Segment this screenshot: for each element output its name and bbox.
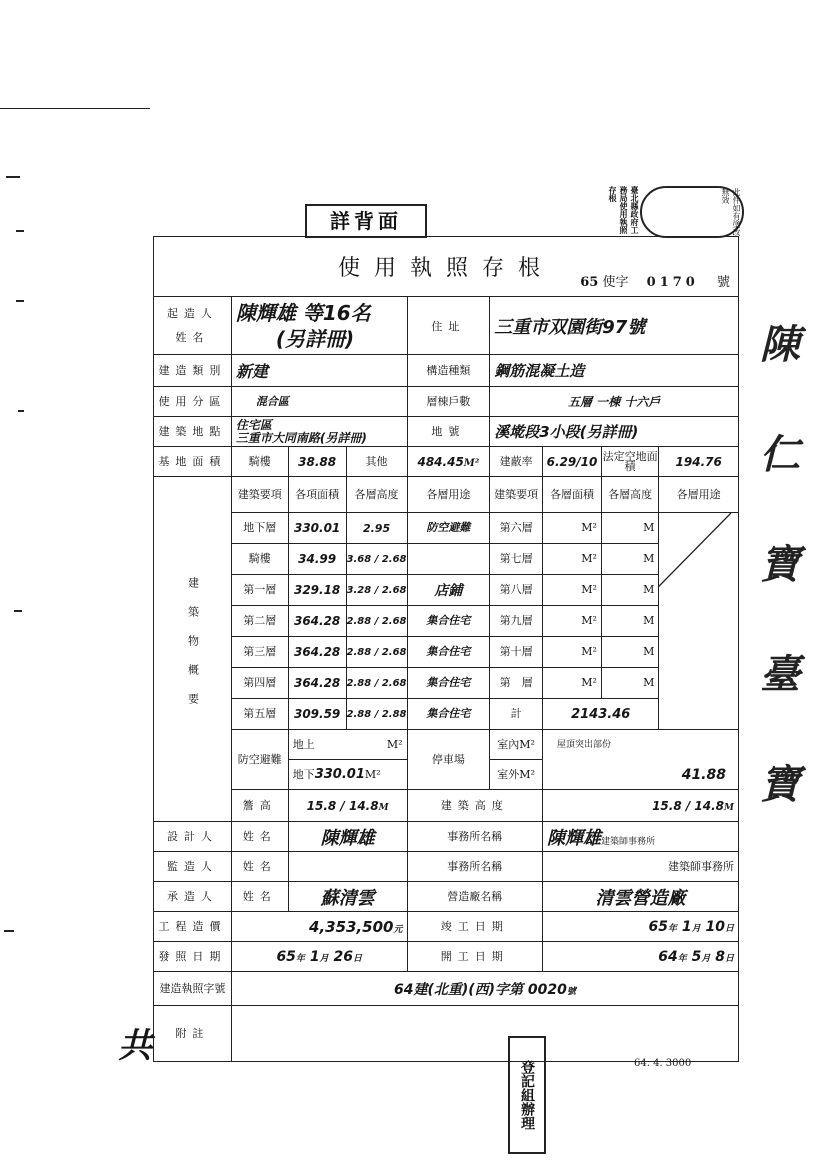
eave-height: 15.8 / 14.8	[306, 798, 379, 813]
start-year: 64	[658, 948, 678, 965]
unit-m2: M²	[543, 606, 602, 637]
floor-name-right: 第 層	[490, 668, 543, 699]
floors-count: 五層 一棟 十六戶	[490, 387, 739, 417]
label-site-area: 基地面積	[154, 447, 232, 477]
coverage-value: 6.29/10	[543, 447, 602, 477]
unit-day: 日	[352, 953, 362, 964]
completion-day: 10	[705, 918, 725, 935]
unit-m2: M²	[543, 637, 602, 668]
floor-use	[407, 544, 490, 575]
floor-height: 2.88 / 2.68	[346, 606, 407, 637]
floor-height: 2.95	[346, 513, 407, 544]
label-site: 建築地點	[154, 417, 232, 447]
number-prefix: 65	[580, 275, 599, 290]
right-fragment: 陳 仁 寶 臺 寶	[760, 322, 800, 808]
scan-mark	[18, 410, 24, 412]
col-height: 各層高度	[346, 477, 407, 513]
label-above: 地上	[292, 737, 315, 751]
floor-use: 集合住宅	[407, 699, 490, 730]
permit-year: 64	[393, 981, 414, 998]
floor-use: 集合住宅	[407, 606, 490, 637]
scan-mark	[14, 610, 22, 612]
label-office: 事務所名稱	[407, 822, 543, 852]
label-other: 其他	[346, 447, 407, 477]
floor-use: 集合住宅	[407, 637, 490, 668]
label-contractor: 承造人	[154, 882, 232, 912]
floor-name-right: 第六層	[490, 513, 543, 544]
form-title: 使用執照存根	[337, 256, 554, 281]
floor-name: 騎樓	[231, 544, 288, 575]
scan-mark	[16, 230, 24, 232]
col-item-2: 建築要項	[490, 477, 543, 513]
label-below: 地下	[292, 767, 315, 781]
scan-mark	[16, 300, 24, 302]
unit-m: M	[601, 575, 658, 606]
scan-mark	[4, 930, 14, 932]
label-issue-date: 發照日期	[154, 942, 232, 972]
unit-m2: M²	[543, 668, 602, 699]
floor-use: 集合住宅	[407, 668, 490, 699]
floor-name-right: 第九層	[490, 606, 543, 637]
unit-m2: M²	[543, 575, 602, 606]
label-designer: 設計人	[154, 822, 232, 852]
label-builder-b: 姓名	[175, 330, 210, 344]
arcade-area: 38.88	[298, 454, 337, 469]
footer-code: 64. 4. 3000	[634, 1058, 692, 1069]
label-arch-office: 建築師事務所	[601, 836, 656, 847]
permit-number: 0170	[646, 275, 699, 290]
unit-m2: M²	[386, 737, 403, 751]
label-arcade: 騎樓	[248, 454, 271, 468]
bldg-height: 15.8 / 14.8	[652, 798, 725, 813]
unit-year: 年	[667, 923, 677, 934]
unit-yuan: 元	[393, 924, 403, 935]
label-completion: 竣工日期	[407, 912, 543, 942]
label-office: 事務所名稱	[407, 852, 543, 882]
label-legal-area: 法定空地面積	[601, 447, 658, 477]
col-item: 建築要項	[231, 477, 288, 513]
floor-name-right: 第八層	[490, 575, 543, 606]
label-floors: 層棟戶數	[407, 387, 490, 417]
unit-m2: M²	[364, 767, 381, 781]
designer-name: 陳輝雄	[288, 822, 407, 852]
unit-m: M	[724, 802, 734, 813]
cost-value: 4,353,500	[309, 917, 394, 936]
back-side-label: 詳背面	[305, 204, 427, 238]
contractor-name: 蘇清雲	[288, 882, 407, 912]
office-stamp: 臺北縣政府工務局使用執照存根	[608, 186, 640, 234]
number-suffix: 號	[716, 275, 730, 290]
floor-name-right: 第七層	[490, 544, 543, 575]
label-address: 住址	[407, 297, 490, 355]
margin-char: 共	[118, 1026, 152, 1066]
start-day: 8	[715, 948, 725, 965]
start-month: 5	[691, 948, 702, 965]
floor-area: 330.01	[288, 513, 346, 544]
floor-name: 第五層	[231, 699, 288, 730]
shelter-below-area: 330.01	[314, 766, 365, 782]
label-cost: 工程造價	[154, 912, 232, 942]
label-name: 姓名	[231, 852, 288, 882]
floor-height: 3.28 / 2.68	[346, 575, 407, 606]
label-building: 建築物概要	[154, 477, 232, 822]
permit-end: 號	[566, 986, 576, 997]
floor-area: 364.28	[288, 637, 346, 668]
floor-area: 329.18	[288, 575, 346, 606]
col-use-2: 各層用途	[659, 477, 739, 513]
permit-num: 0020	[527, 981, 567, 998]
label-name: 姓名	[231, 822, 288, 852]
label-name: 姓名	[231, 882, 288, 912]
issue-year: 65	[276, 948, 296, 965]
label-eave: 簷高	[231, 790, 288, 822]
floor-area: 364.28	[288, 668, 346, 699]
unit-m: M	[601, 513, 658, 544]
col-height-2: 各層高度	[601, 477, 658, 513]
label-lot: 地號	[407, 417, 490, 447]
permit-mid: 建(北重)(西)字第	[413, 981, 524, 998]
lot-number: 溪墘段3小段(另詳冊)	[490, 417, 739, 447]
completion-month: 1	[681, 918, 692, 935]
floor-use: 店鋪	[407, 575, 490, 606]
unit-year: 年	[677, 953, 687, 964]
floor-name: 第三層	[231, 637, 288, 668]
label-outdoor: 室外	[497, 767, 520, 781]
label-total: 計	[490, 699, 543, 730]
floor-height: 2.88 / 2.68	[346, 668, 407, 699]
registration-stamp: 登記組辦理	[508, 1036, 546, 1154]
unit-day: 日	[724, 953, 734, 964]
scan-mark	[6, 176, 20, 178]
label-coverage: 建蔽率	[490, 447, 543, 477]
builder-note: (另詳冊)	[275, 326, 355, 351]
col-area-2: 各層面積	[543, 477, 602, 513]
unit-m2: M²	[543, 544, 602, 575]
label-builder-a: 起造人	[166, 306, 218, 320]
designer-office: 陳輝雄	[547, 827, 602, 849]
label-start-date: 開工日期	[407, 942, 543, 972]
floor-area: 364.28	[288, 606, 346, 637]
label-shelter: 防空避難	[231, 730, 288, 790]
col-use: 各層用途	[407, 477, 490, 513]
unit-year: 年	[295, 953, 305, 964]
label-build-type: 建造類別	[154, 355, 232, 387]
label-bldg-height: 建築高度	[407, 790, 543, 822]
floor-name: 地下層	[231, 513, 288, 544]
unit-month: 月	[701, 953, 711, 964]
label-roof: 屋頂突出部份	[557, 740, 612, 750]
scan-line	[0, 108, 150, 109]
struct-type: 鋼筋混凝土造	[490, 355, 739, 387]
unit-month: 月	[319, 953, 329, 964]
floor-name-right: 第十層	[490, 637, 543, 668]
unit-m: M	[601, 668, 658, 699]
unit-m: M	[601, 637, 658, 668]
legal-area: 194.76	[659, 447, 739, 477]
unit-m2: M²	[519, 767, 535, 781]
unit-m: M	[601, 544, 658, 575]
label-supervisor: 監造人	[154, 852, 232, 882]
floor-area: 309.59	[288, 699, 346, 730]
firm-name: 清雲營造廠	[543, 882, 739, 912]
site-address: 三重市大同南路(另詳冊)	[235, 430, 367, 445]
issue-day: 26	[333, 948, 353, 965]
void-strike-line	[659, 513, 739, 723]
floor-name: 第二層	[231, 606, 288, 637]
floor-name: 第四層	[231, 668, 288, 699]
floor-height: 3.68 / 2.68	[346, 544, 407, 575]
zone-a: 混合區	[255, 394, 289, 408]
unit-m2: M²	[519, 737, 535, 751]
label-firm: 營造廠名稱	[407, 882, 543, 912]
roof-area: 41.88	[681, 767, 726, 783]
label-zone: 使用分區	[154, 387, 232, 417]
label-permit-no: 建造執照字號	[154, 972, 232, 1006]
unit-month: 月	[691, 923, 701, 934]
total-area: 2143.46	[543, 699, 659, 730]
floor-height: 2.88 / 2.68	[346, 637, 407, 668]
unit-day: 日	[724, 923, 734, 934]
void-notice-stamp: 此件如有塗改無效	[640, 186, 744, 238]
label-remarks: 附註	[154, 1006, 232, 1062]
completion-year: 65	[648, 918, 668, 935]
builder-name: 陳輝雄 等16名	[235, 300, 371, 325]
zone-b: 住宅區	[235, 417, 272, 432]
number-word: 使字	[602, 275, 629, 290]
floor-name: 第一層	[231, 575, 288, 606]
col-area: 各項面積	[288, 477, 346, 513]
build-type: 新建	[231, 355, 407, 387]
unit-m2: M²	[463, 457, 480, 469]
permit-form-table	[153, 236, 739, 1062]
unit-m: M	[601, 606, 658, 637]
label-struct-type: 構造種類	[407, 355, 490, 387]
floor-area: 34.99	[288, 544, 346, 575]
issue-month: 1	[309, 948, 320, 965]
builder-address: 三重市双園街97號	[490, 297, 739, 355]
unit-m: M	[378, 802, 389, 813]
label-indoor: 室內	[497, 737, 520, 751]
label-parking: 停車場	[407, 730, 490, 790]
floor-height: 2.88 / 2.88	[346, 699, 407, 730]
label-arch-office: 建築師事務所	[543, 852, 739, 882]
unit-m2: M²	[543, 513, 602, 544]
floor-use: 防空避難	[407, 513, 490, 544]
other-area: 484.45	[417, 454, 464, 469]
